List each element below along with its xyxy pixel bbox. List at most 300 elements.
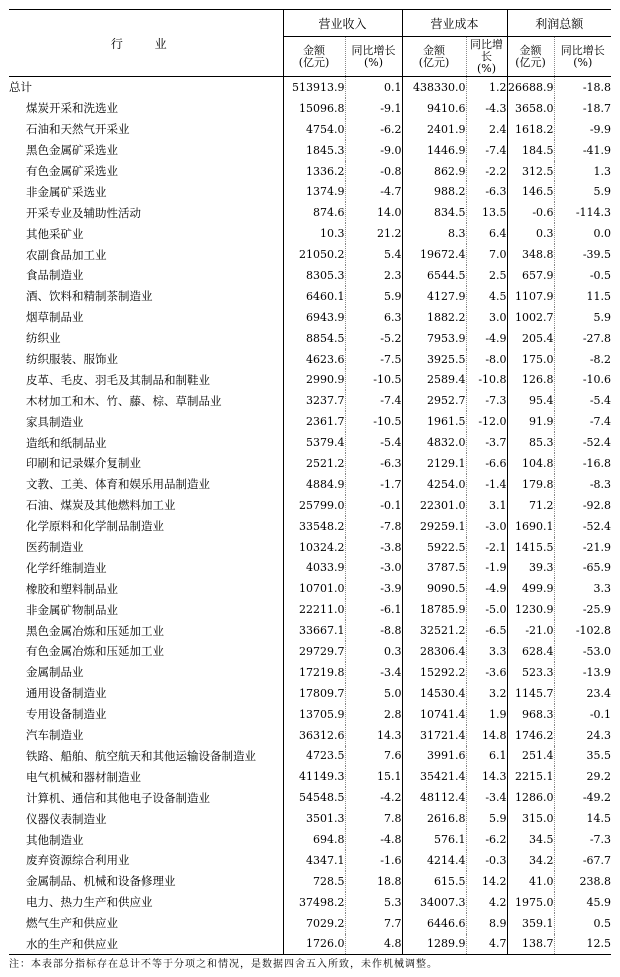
profit-growth-cell: 3.3: [554, 578, 611, 599]
cost-amount-cell: 4254.0: [402, 474, 466, 495]
cost-growth-cell: 6.1: [466, 746, 507, 767]
profit-growth-cell: -8.2: [554, 349, 611, 370]
industry-name: 有色金属冶炼和压延加工业: [26, 644, 164, 659]
revenue-amount-cell: 8305.3: [283, 265, 345, 286]
revenue-amount-cell: 10324.2: [283, 537, 345, 558]
cost-growth-cell: -6.3: [466, 181, 507, 202]
profit-growth-cell: -102.8: [554, 620, 611, 641]
revenue-growth-cell: -9.1: [345, 98, 402, 119]
cost-growth-cell: 14.3: [466, 766, 507, 787]
revenue-group-header: 营业收入: [283, 10, 402, 37]
profit-growth-cell: 5.9: [554, 181, 611, 202]
revenue-growth-cell: -7.4: [345, 390, 402, 411]
profit-amount-cell: 1286.0: [507, 787, 554, 808]
industry-name: 金属制品、机械和设备修理业: [26, 874, 176, 889]
table-row: [9, 620, 611, 641]
profit-amount-cell: 1145.7: [507, 683, 554, 704]
revenue-growth-cell: 5.9: [345, 286, 402, 307]
revenue-growth-cell: 6.3: [345, 307, 402, 328]
revenue-amount-cell: 2990.9: [283, 369, 345, 390]
cost-amount-cell: 3925.5: [402, 349, 466, 370]
revenue-amount-cell: 33548.2: [283, 516, 345, 537]
table-row: [9, 787, 611, 808]
industry-name: 汽车制造业: [26, 728, 84, 743]
profit-amount-cell: 41.0: [507, 871, 554, 892]
table-row: [9, 328, 611, 349]
cost-amount-cell: 32521.2: [402, 620, 466, 641]
cost-amount-cell: 15292.2: [402, 662, 466, 683]
table-row: [9, 202, 611, 223]
profit-amount-cell: 523.3: [507, 662, 554, 683]
industry-name: 其他采矿业: [26, 226, 84, 241]
industry-name: 黑色金属冶炼和压延加工业: [26, 623, 164, 638]
cost-amount-cell: 29259.1: [402, 516, 466, 537]
profit-growth-cell: 14.5: [554, 808, 611, 829]
profit-growth-cell: -0.1: [554, 704, 611, 725]
table-row: [9, 265, 611, 286]
industry-name: 印刷和记录媒介复制业: [26, 456, 141, 471]
cost-amount-cell: 438330.0: [402, 77, 466, 98]
profit-growth-cell: 23.4: [554, 683, 611, 704]
revenue-amount-cell: 694.8: [283, 829, 345, 850]
revenue-amount-cell: 1336.2: [283, 161, 345, 182]
cost-amount-cell: 862.9: [402, 161, 466, 182]
table-row: [9, 662, 611, 683]
industry-name: 煤炭开采和洗选业: [26, 101, 118, 116]
cost-growth-cell: 4.7: [466, 934, 507, 955]
revenue-amount-cell: 10.3: [283, 223, 345, 244]
profit-amount-cell: 657.9: [507, 265, 554, 286]
amount-label: 金额: [423, 43, 446, 57]
cost-amount-cell: 6544.5: [402, 265, 466, 286]
table-row: [9, 578, 611, 599]
revenue-amount-cell: 4754.0: [283, 119, 345, 140]
revenue-growth-cell: -4.7: [345, 181, 402, 202]
profit-amount-cell: 1746.2: [507, 725, 554, 746]
footnote: 注：本表部分指标存在总计不等于分项之和情况，是数据四舍五入所致，未作机械调整。: [9, 959, 438, 970]
cost-amount-cell: 7953.9: [402, 328, 466, 349]
revenue-growth-cell: -6.2: [345, 119, 402, 140]
profit-group-header: 利润总额: [507, 10, 611, 37]
industry-name: 烟草制品业: [26, 310, 84, 325]
revenue-growth-cell: -4.8: [345, 829, 402, 850]
profit-amount-header: [507, 37, 554, 77]
cost-amount-cell: 1446.9: [402, 140, 466, 161]
cost-growth-cell: 4.5: [466, 286, 507, 307]
revenue-amount-cell: 21050.2: [283, 244, 345, 265]
profit-amount-cell: 312.5: [507, 161, 554, 182]
revenue-growth-cell: 14.0: [345, 202, 402, 223]
revenue-growth-cell: 5.3: [345, 892, 402, 913]
profit-amount-cell: 146.5: [507, 181, 554, 202]
industry-header: 行 业: [9, 10, 283, 77]
revenue-growth-cell: -0.8: [345, 161, 402, 182]
profit-amount-cell: 1230.9: [507, 599, 554, 620]
profit-growth-cell: -52.4: [554, 516, 611, 537]
cost-amount-cell: 615.5: [402, 871, 466, 892]
table-row: [9, 140, 611, 161]
revenue-amount-cell: 10701.0: [283, 578, 345, 599]
industry-statistics-table: [9, 9, 611, 955]
cost-growth-cell: -3.7: [466, 432, 507, 453]
cost-growth-cell: -8.0: [466, 349, 507, 370]
profit-growth-cell: -18.7: [554, 98, 611, 119]
industry-name: 造纸和纸制品业: [26, 435, 107, 450]
revenue-amount-cell: 4884.9: [283, 474, 345, 495]
cost-amount-cell: 4832.0: [402, 432, 466, 453]
cost-growth-cell: -0.3: [466, 850, 507, 871]
cost-growth-cell: -5.0: [466, 599, 507, 620]
revenue-amount-cell: 728.5: [283, 871, 345, 892]
table-row: [9, 432, 611, 453]
revenue-amount-cell: 513913.9: [283, 77, 345, 98]
industry-name: 废弃资源综合利用业: [26, 853, 130, 868]
industry-name: 其他制造业: [26, 832, 84, 847]
cost-growth-cell: 13.5: [466, 202, 507, 223]
cost-amount-cell: 28306.4: [402, 641, 466, 662]
industry-name: 石油、煤炭及其他燃料加工业: [26, 498, 176, 513]
profit-amount-cell: 315.0: [507, 808, 554, 829]
table-row: [9, 557, 611, 578]
cost-amount-cell: 2589.4: [402, 369, 466, 390]
cost-growth-cell: -4.9: [466, 578, 507, 599]
table-row: [9, 516, 611, 537]
growth-unit: (%): [477, 61, 497, 75]
table-row: [9, 181, 611, 202]
cost-growth-cell: 3.3: [466, 641, 507, 662]
cost-growth-cell: -4.9: [466, 328, 507, 349]
revenue-amount-cell: 29729.7: [283, 641, 345, 662]
revenue-amount-cell: 3501.3: [283, 808, 345, 829]
cost-amount-cell: 1289.9: [402, 934, 466, 955]
profit-growth-cell: -41.9: [554, 140, 611, 161]
cost-amount-cell: 1882.2: [402, 307, 466, 328]
table-row: [9, 537, 611, 558]
revenue-growth-cell: -6.1: [345, 599, 402, 620]
industry-name: 皮革、毛皮、羽毛及其制品和制鞋业: [26, 372, 210, 387]
profit-amount-cell: 71.2: [507, 495, 554, 516]
cost-growth-cell: -7.3: [466, 390, 507, 411]
table-row: [9, 913, 611, 934]
table-row: [9, 369, 611, 390]
revenue-growth-cell: -3.8: [345, 537, 402, 558]
revenue-growth-cell: 15.1: [345, 766, 402, 787]
cost-growth-cell: 6.4: [466, 223, 507, 244]
revenue-growth-cell: -3.0: [345, 557, 402, 578]
table-row: [9, 829, 611, 850]
revenue-amount-cell: 874.6: [283, 202, 345, 223]
table-row: [9, 474, 611, 495]
cost-amount-cell: 22301.0: [402, 495, 466, 516]
profit-amount-cell: -21.0: [507, 620, 554, 641]
profit-amount-cell: 175.0: [507, 349, 554, 370]
cost-amount-cell: 18785.9: [402, 599, 466, 620]
table-row: [9, 223, 611, 244]
revenue-growth-cell: -4.2: [345, 787, 402, 808]
profit-growth-cell: -25.9: [554, 599, 611, 620]
table-row: [9, 704, 611, 725]
cost-growth-cell: 14.2: [466, 871, 507, 892]
growth-label: 同比增长: [560, 43, 605, 57]
profit-growth-header: [554, 37, 611, 77]
profit-amount-cell: 1618.2: [507, 119, 554, 140]
profit-amount-cell: 205.4: [507, 328, 554, 349]
profit-amount-cell: 184.5: [507, 140, 554, 161]
industry-name: 家具制造业: [26, 414, 84, 429]
industry-name: 非金属矿采选业: [26, 184, 107, 199]
revenue-amount-cell: 36312.6: [283, 725, 345, 746]
profit-amount-cell: 499.9: [507, 578, 554, 599]
table-row: [9, 161, 611, 182]
revenue-amount-cell: 1726.0: [283, 934, 345, 955]
industry-name: 黑色金属矿采选业: [26, 143, 118, 158]
table-body: [9, 77, 611, 955]
profit-growth-cell: 45.9: [554, 892, 611, 913]
revenue-growth-cell: -5.2: [345, 328, 402, 349]
revenue-growth-cell: 0.1: [345, 77, 402, 98]
profit-growth-cell: -53.0: [554, 641, 611, 662]
table-row: [9, 98, 611, 119]
profit-growth-cell: -10.6: [554, 369, 611, 390]
table-row: [9, 808, 611, 829]
profit-growth-cell: -0.5: [554, 265, 611, 286]
industry-name: 燃气生产和供应业: [26, 916, 118, 931]
revenue-amount-cell: 2361.7: [283, 411, 345, 432]
cost-growth-cell: -3.4: [466, 787, 507, 808]
revenue-amount-header: [283, 37, 345, 77]
profit-growth-cell: 0.0: [554, 223, 611, 244]
revenue-growth-cell: 21.2: [345, 223, 402, 244]
revenue-growth-cell: 2.3: [345, 265, 402, 286]
cost-growth-cell: -2.2: [466, 161, 507, 182]
table-row: [9, 683, 611, 704]
industry-name: 总计: [9, 80, 32, 95]
cost-growth-cell: -1.4: [466, 474, 507, 495]
industry-name: 开采专业及辅助性活动: [26, 205, 141, 220]
revenue-amount-cell: 1845.3: [283, 140, 345, 161]
cost-amount-cell: 8.3: [402, 223, 466, 244]
revenue-amount-cell: 7029.2: [283, 913, 345, 934]
profit-amount-cell: -0.6: [507, 202, 554, 223]
cost-growth-cell: 3.1: [466, 495, 507, 516]
cost-amount-cell: 2616.8: [402, 808, 466, 829]
table-row: [9, 892, 611, 913]
profit-growth-cell: -18.8: [554, 77, 611, 98]
profit-amount-cell: 1975.0: [507, 892, 554, 913]
industry-name: 非金属矿物制品业: [26, 602, 118, 617]
table-row: [9, 307, 611, 328]
revenue-amount-cell: 6460.1: [283, 286, 345, 307]
revenue-growth-cell: -3.4: [345, 662, 402, 683]
cost-growth-cell: -7.4: [466, 140, 507, 161]
revenue-amount-cell: 22211.0: [283, 599, 345, 620]
revenue-growth-cell: -6.3: [345, 453, 402, 474]
cost-growth-cell: -10.8: [466, 369, 507, 390]
revenue-growth-cell: 5.4: [345, 244, 402, 265]
profit-amount-cell: 126.8: [507, 369, 554, 390]
cost-amount-cell: 576.1: [402, 829, 466, 850]
revenue-amount-cell: 17219.8: [283, 662, 345, 683]
revenue-amount-cell: 17809.7: [283, 683, 345, 704]
cost-amount-cell: 9410.6: [402, 98, 466, 119]
industry-name: 有色金属矿采选业: [26, 164, 118, 178]
revenue-growth-cell: -3.9: [345, 578, 402, 599]
profit-amount-cell: 138.7: [507, 934, 554, 955]
amount-unit: (亿元): [298, 55, 330, 69]
profit-growth-cell: 29.2: [554, 766, 611, 787]
profit-growth-cell: 1.3: [554, 161, 611, 182]
industry-name: 电力、热力生产和供应业: [26, 895, 153, 910]
table-row: [9, 119, 611, 140]
revenue-growth-cell: 2.8: [345, 704, 402, 725]
cost-growth-cell: -1.9: [466, 557, 507, 578]
industry-name: 木材加工和木、竹、藤、棕、草制品业: [26, 393, 222, 408]
profit-growth-cell: -9.9: [554, 119, 611, 140]
cost-amount-cell: 834.5: [402, 202, 466, 223]
revenue-growth-cell: 7.6: [345, 746, 402, 767]
profit-amount-cell: 968.3: [507, 704, 554, 725]
industry-name: 电气机械和器材制造业: [26, 769, 141, 784]
table-row: [9, 599, 611, 620]
cost-group-header: 营业成本: [402, 10, 507, 37]
cost-growth-header: [466, 37, 507, 77]
profit-amount-cell: 39.3: [507, 557, 554, 578]
cost-growth-cell: 7.0: [466, 244, 507, 265]
industry-name: 酒、饮料和精制茶制造业: [26, 289, 153, 304]
revenue-growth-cell: -7.8: [345, 516, 402, 537]
cost-amount-cell: 35421.4: [402, 766, 466, 787]
cost-amount-cell: 1961.5: [402, 411, 466, 432]
growth-label: 同比增长: [351, 43, 396, 57]
table-row: [9, 244, 611, 265]
total-row: [9, 77, 611, 98]
industry-name: 农副食品加工业: [26, 247, 107, 262]
profit-growth-cell: -13.9: [554, 662, 611, 683]
profit-amount-cell: 26688.9: [507, 77, 554, 98]
industry-name: 化学纤维制造业: [26, 560, 107, 575]
cost-amount-cell: 3787.5: [402, 557, 466, 578]
profit-amount-cell: 1107.9: [507, 286, 554, 307]
revenue-amount-cell: 2521.2: [283, 453, 345, 474]
amount-label: 金额: [303, 43, 325, 57]
cost-growth-cell: -12.0: [466, 411, 507, 432]
profit-growth-cell: 24.3: [554, 725, 611, 746]
table-row: [9, 495, 611, 516]
revenue-growth-cell: -8.8: [345, 620, 402, 641]
revenue-amount-cell: 1374.9: [283, 181, 345, 202]
cost-amount-cell: 2401.9: [402, 119, 466, 140]
table-row: [9, 850, 611, 871]
profit-growth-cell: 12.5: [554, 934, 611, 955]
revenue-amount-cell: 41149.3: [283, 766, 345, 787]
industry-name: 计算机、通信和其他电子设备制造业: [26, 790, 210, 805]
growth-unit: (%): [573, 55, 593, 69]
profit-amount-cell: 1415.5: [507, 537, 554, 558]
cost-growth-cell: 8.9: [466, 913, 507, 934]
revenue-growth-cell: 14.3: [345, 725, 402, 746]
profit-amount-cell: 179.8: [507, 474, 554, 495]
cost-amount-cell: 2129.1: [402, 453, 466, 474]
revenue-growth-cell: 0.3: [345, 641, 402, 662]
table-row: [9, 349, 611, 370]
table-row: [9, 766, 611, 787]
industry-name: 纺织业: [26, 331, 61, 346]
profit-amount-cell: 628.4: [507, 641, 554, 662]
cost-amount-cell: 48112.4: [402, 787, 466, 808]
revenue-growth-cell: -1.6: [345, 850, 402, 871]
profit-amount-cell: 91.9: [507, 411, 554, 432]
revenue-growth-cell: 7.7: [345, 913, 402, 934]
profit-growth-cell: -21.9: [554, 537, 611, 558]
amount-unit: (亿元): [418, 55, 450, 69]
revenue-growth-header: [345, 37, 402, 77]
revenue-growth-cell: -7.5: [345, 349, 402, 370]
cost-amount-cell: 5922.5: [402, 537, 466, 558]
profit-growth-cell: -49.2: [554, 787, 611, 808]
industry-name: 化学原料和化学制品制造业: [26, 519, 164, 534]
profit-growth-cell: 5.9: [554, 307, 611, 328]
industry-name: 橡胶和塑料制品业: [26, 581, 118, 596]
revenue-amount-cell: 4623.6: [283, 349, 345, 370]
cost-growth-cell: -4.3: [466, 98, 507, 119]
amount-label: 金额: [519, 43, 542, 57]
amount-unit: (亿元): [515, 55, 546, 69]
cost-amount-cell: 2952.7: [402, 390, 466, 411]
industry-name: 通用设备制造业: [26, 686, 107, 701]
revenue-amount-cell: 4347.1: [283, 850, 345, 871]
cost-amount-cell: 4127.9: [402, 286, 466, 307]
cost-growth-cell: 3.2: [466, 683, 507, 704]
cost-growth-cell: 3.0: [466, 307, 507, 328]
profit-growth-cell: -7.4: [554, 411, 611, 432]
cost-growth-cell: -3.0: [466, 516, 507, 537]
industry-name: 专用设备制造业: [26, 707, 107, 722]
cost-amount-cell: 9090.5: [402, 578, 466, 599]
profit-amount-cell: 85.3: [507, 432, 554, 453]
industry-name: 石油和天然气开采业: [26, 122, 130, 137]
cost-growth-cell: -6.6: [466, 453, 507, 474]
industry-name: 金属制品业: [26, 665, 84, 680]
revenue-amount-cell: 5379.4: [283, 432, 345, 453]
cost-growth-cell: 1.9: [466, 704, 507, 725]
table-row: [9, 871, 611, 892]
cost-amount-cell: 34007.3: [402, 892, 466, 913]
cost-amount-cell: 4214.4: [402, 850, 466, 871]
profit-growth-cell: -114.3: [554, 202, 611, 223]
profit-growth-cell: -67.7: [554, 850, 611, 871]
table-row: [9, 286, 611, 307]
revenue-amount-cell: 37498.2: [283, 892, 345, 913]
cost-amount-cell: 19672.4: [402, 244, 466, 265]
revenue-amount-cell: 6943.9: [283, 307, 345, 328]
cost-amount-cell: 988.2: [402, 181, 466, 202]
profit-amount-cell: 34.5: [507, 829, 554, 850]
profit-growth-cell: 11.5: [554, 286, 611, 307]
cost-growth-cell: -6.2: [466, 829, 507, 850]
cost-growth-cell: 4.2: [466, 892, 507, 913]
industry-name: 食品制造业: [26, 268, 84, 283]
profit-amount-cell: 3658.0: [507, 98, 554, 119]
revenue-amount-cell: 15096.8: [283, 98, 345, 119]
revenue-growth-cell: -10.5: [345, 369, 402, 390]
cost-growth-cell: -6.5: [466, 620, 507, 641]
table-row: [9, 725, 611, 746]
profit-amount-cell: 2215.1: [507, 766, 554, 787]
revenue-growth-cell: 18.8: [345, 871, 402, 892]
profit-growth-cell: -5.4: [554, 390, 611, 411]
profit-amount-cell: 348.8: [507, 244, 554, 265]
profit-growth-cell: 0.5: [554, 913, 611, 934]
